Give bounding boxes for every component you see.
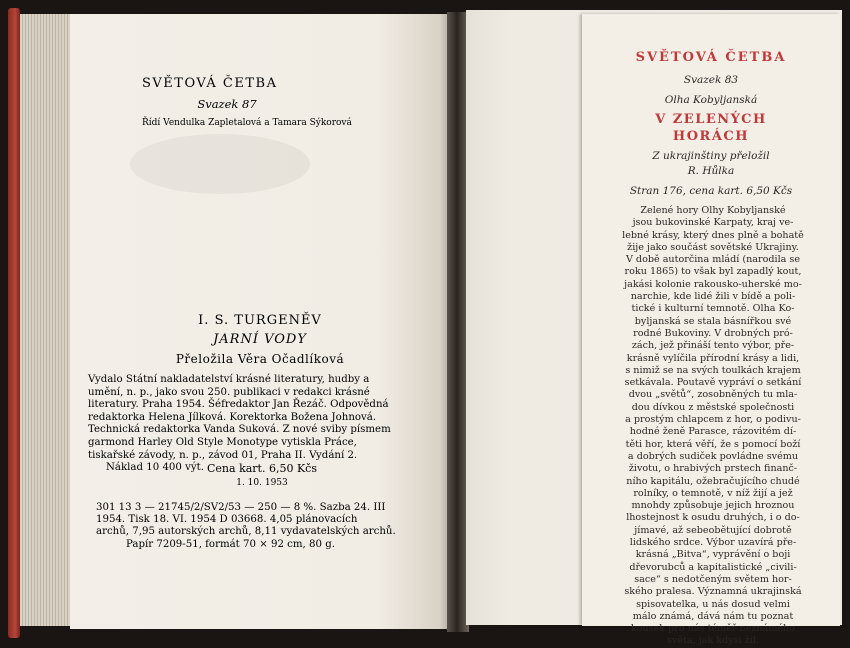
description-line: krásně vylíčila přírodní krásy a lidi, xyxy=(626,352,800,364)
description-line: setkávala. Poutavě vypráví o setkání xyxy=(624,377,802,389)
description-line: jakási kolonie rakousko-uherské mo- xyxy=(624,278,802,290)
description-line: rodné Bukoviny. V drobných pró- xyxy=(633,327,793,339)
description-line: Zelené hory Olhy Kobyljanské xyxy=(640,205,786,216)
description-line: krásná „Bitva“, vyprávění o boji xyxy=(635,549,791,561)
description-line: a prostým chlapcem z hor, o podivu- xyxy=(625,414,801,426)
description-line: narchie, kde lidé žili v bídě a poli- xyxy=(630,291,796,303)
left-price: Cena kart. 6,50 Kčs xyxy=(207,462,317,475)
left-volume-number: Svazek 87 xyxy=(197,97,257,111)
left-book-author: I. S. TURGENĚV xyxy=(198,313,322,328)
description-line: dřevorubců a kapitalistické „civili- xyxy=(629,561,797,573)
tech-line: 1954. Tisk 18. VI. 1954 D 03668. 4,05 plánovacích xyxy=(96,514,358,526)
right-translator: R. Hůlka xyxy=(687,165,735,177)
imprint-line: literatury. Praha 1954. Šéfredaktor Jan Řezáč. Odpovědná xyxy=(88,399,389,411)
description-line: mnohdy způsobuje jejich hroznou xyxy=(631,500,795,512)
tech-line: 301 13 3 — 21745/2/SV2/53 — 250 — 8 %. Sazba 24. III xyxy=(96,502,386,513)
description-line: lebné krásy, který dnes plně a bohatě xyxy=(622,229,804,241)
description-line: rolníky, o temnotě, v níž žijí a jež xyxy=(633,487,793,499)
left-imprint xyxy=(88,374,436,475)
right-translated-from: Z ukrajinštiny přeložil xyxy=(652,150,770,162)
description-line: kousek pro nás téměř neznámého xyxy=(630,623,796,635)
imprint-line: Náklad 10 400 výt. xyxy=(106,462,204,474)
imprint-line: redaktorka Helena Jílková. Korektorka Božena Johnová. xyxy=(88,411,377,423)
description-line: spisovatelka, u nás dosud velmi xyxy=(636,598,790,610)
description-line: byljanská se stala básnířkou své xyxy=(634,315,792,327)
left-date: 1. 10. 1953 xyxy=(236,478,288,488)
description-line: lhostejnost k osudu druhých, i o do- xyxy=(626,512,800,524)
imprint-line: Vydalo Státní nakladatelství krásné literatury, hudby a xyxy=(88,374,370,385)
page-stack-edge xyxy=(20,14,72,626)
description-line: sace“ s nedotčeným světem hor- xyxy=(634,573,792,585)
right-page xyxy=(466,10,842,647)
book-cover-edge xyxy=(8,8,20,638)
title-line: HORÁCH xyxy=(672,129,750,144)
right-book-title xyxy=(582,111,840,145)
paper-stain xyxy=(130,134,310,194)
description-line: životu, o hrabivých prstech finanč- xyxy=(628,463,798,475)
description-line: dvou „světů“, zosobněných tu mla- xyxy=(628,389,798,401)
tech-line: archů, 7,95 autorských archů, 8,11 vydavatelských archů. xyxy=(96,526,396,538)
description-line: dou dívkou z městské společnosti xyxy=(631,401,795,413)
imprint-line: garmond Harley Old Style Monotype vytiskla Práce, xyxy=(88,436,357,448)
description-line: V době autorčina mládí (narodila se xyxy=(625,254,801,266)
right-volume-number: Svazek 83 xyxy=(683,74,739,86)
imprint-line: Technická redaktorka Vanda Suková. Z nové sviby písmem xyxy=(88,424,391,436)
left-translator: Přeložila Věra Očadlíková xyxy=(175,352,345,366)
description-line: málo známá, dává nám tu poznat xyxy=(632,610,794,622)
description-line: hodné ženě Parasce, rázovitém dí- xyxy=(629,426,797,438)
description-line: lidského srdce. Výbor uzavírá pře- xyxy=(629,537,797,549)
description-line: roku 1865) to však byl zapadlý kout, xyxy=(624,266,802,278)
title-line: V ZELENÝCH xyxy=(655,112,767,127)
description-line: s nimiž se na svých toulkách krajem xyxy=(625,364,801,376)
left-editors: Řídí Vendulka Zapletalová a Tamara Sýkorová xyxy=(142,118,352,128)
description-line: těti hor, která věří, že s pomocí boží xyxy=(625,438,801,450)
left-technical-data xyxy=(96,502,436,551)
description-line: jímavé, až sebeobětující dobrotě xyxy=(634,524,792,536)
left-series-title: SVĚTOVÁ ČETBA xyxy=(142,76,278,91)
description-line: ského pralesa. Významná ukrajinská xyxy=(624,586,802,598)
description-line: žije jako součást sovětské Ukrajiny. xyxy=(627,241,799,253)
description-line: a dobrých sudiček povládne svému xyxy=(627,450,799,462)
right-description xyxy=(596,205,830,648)
left-book-title: JARNÍ VODY xyxy=(213,332,307,347)
description-line: jsou bukovinské Karpaty, kraj ve- xyxy=(632,217,794,229)
imprint-line: tiskařské závody, n. p., závod 01, Praha II. Vydání 2. xyxy=(88,449,358,461)
right-book-author: Olha Kobyljanská xyxy=(664,94,758,106)
right-series-title: SVĚTOVÁ ČETBA xyxy=(635,50,787,65)
description-line: ního kapitálu, ožebračujícího chudé xyxy=(626,475,800,487)
imprint-line: umění, n. p., jako svou 250. publikaci v redakci krásné xyxy=(88,386,370,398)
description-line: zách, jež přináší tento výbor, pře- xyxy=(631,340,795,352)
advert-insert-leaf xyxy=(582,14,840,647)
description-line: tické i kulturní temnotě. Olha Ko- xyxy=(631,303,795,315)
tech-line: Papír 7209-51, formát 70 × 92 cm, 80 g. xyxy=(126,538,335,550)
right-pages-price: Stran 176, cena kart. 6,50 Kčs xyxy=(629,185,793,197)
description-line: světa, jak kdysi žil. xyxy=(667,635,759,647)
